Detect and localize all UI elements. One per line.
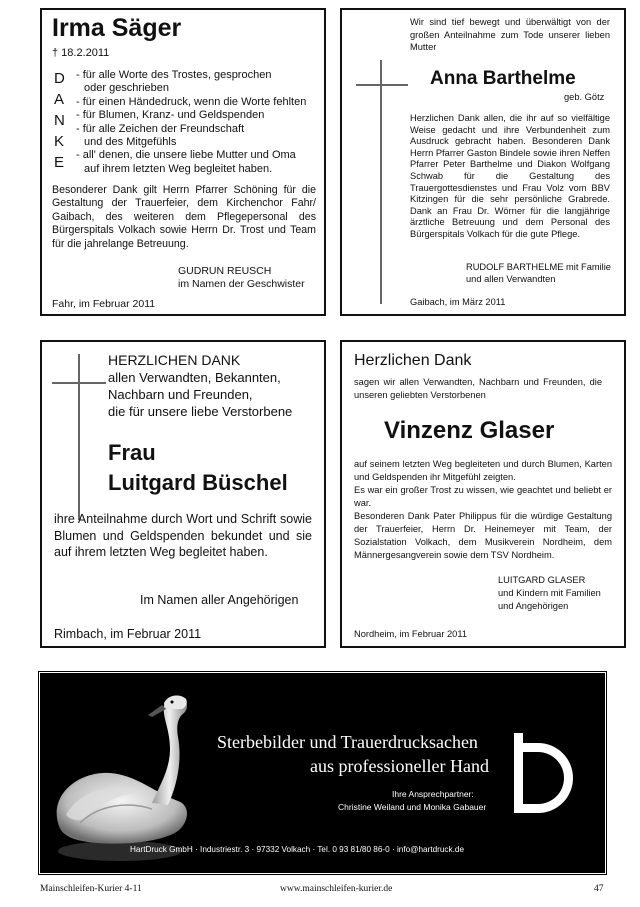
intro-line: allen Verwandten, Bekannten, xyxy=(108,370,281,385)
publication-url[interactable]: www.mainschleifen-kurier.de xyxy=(280,884,393,894)
thanks-paragraph-3: Besonderen Dank Pater Philippus für die würdige Gestaltung der Trauerfeier, Herrn Dr. Heinemeyer mit Team, der Sozialstation Volkach, dem Musikverein Nordheim, dem Männergesangverein sowie dem TSV Nordheim. xyxy=(354,511,612,560)
heading: HERZLICHEN DANK xyxy=(108,352,241,368)
danke-letter: E xyxy=(54,154,65,171)
intro-line: Nachbarn und Freunden, xyxy=(108,387,253,402)
thanks-line: und des Mitgefühls xyxy=(84,136,177,149)
intro-text: Wir sind tief bewegt und überwältigt von der großen Anteilnahme zum Tode unserer lieben Mutter xyxy=(410,17,610,52)
place-date: Gaibach, im März 2011 xyxy=(410,297,506,307)
thanks-line: oder geschrieben xyxy=(84,82,170,95)
danke-vertical xyxy=(54,68,70,173)
swan-image xyxy=(40,673,240,873)
ad-headline: aus professioneller Hand xyxy=(310,756,489,776)
signature-note: und Kindern mit Familien xyxy=(498,588,601,598)
thanks-line: - für Blumen, Kranz- und Geldspenden xyxy=(76,109,265,122)
deceased-name: Vinzenz Glaser xyxy=(384,417,555,444)
danke-letter: D xyxy=(54,70,65,87)
hartdruck-logo xyxy=(510,733,574,813)
obituary-vinzenz-glaser xyxy=(340,340,626,648)
cross-vertical xyxy=(380,60,382,304)
danke-letter: A xyxy=(54,91,65,108)
heading: Herzlichen Dank xyxy=(354,352,472,369)
intro-text: sagen wir allen Verwandten, Nachbarn und Freunden, die unseren geliebten Verstorbenen xyxy=(354,377,602,400)
thanks-line: - für alle Worte des Trostes, gesprochen xyxy=(76,69,272,81)
thanks-paragraph: Herzlichen Dank allen, die ihr auf so vielfältige Weise gedacht und ihre Verbundenheit zum Ausdruck gebracht haben. Besonderen Dank Herrn Pfarrer Gaston Bindele sowie ihren Neffen Pfarrer Peter Barthelme und Diakon Wolfgang Schwab für die Gestaltung des Trauergottesdienstes und Frau Volz vom BBV Kitzingen für die sehr persönliche Grabrede. Dank an Frau Dr. Wörner für die langjährige ärztliche Betreuung und dem Personal des Bürgerspitals Volkach für die gute Pflege. xyxy=(410,113,610,239)
obituary-anna-barthelme xyxy=(340,8,626,316)
page-number: 47 xyxy=(594,884,604,894)
signature-name: GUDRUN REUSCH xyxy=(178,265,272,277)
place-date: Fahr, im Februar 2011 xyxy=(52,298,156,310)
contact-label: Ihre Ansprechpartner: xyxy=(392,789,474,799)
place-date: Rimbach, im Februar 2011 xyxy=(54,627,202,641)
deceased-name: Luitgard Büschel xyxy=(108,470,288,495)
advertisement-hartdruck xyxy=(40,673,605,873)
signature-note: im Namen der Geschwister xyxy=(178,278,305,290)
thanks-line: - für alle Zeichen der Freundschaft xyxy=(76,122,245,135)
ad-footer-contact: HartDruck GmbH · Industriestr. 3 · 97332 Volkach · Tel. 0 93 81/80 86-0 · info@hartdruck.de xyxy=(130,845,464,854)
signature-name: LUITGARD GLASER xyxy=(498,575,586,585)
cross-horizontal xyxy=(356,84,408,86)
thanks-line: auf ihrem letzten Weg begleitet haben. xyxy=(84,162,273,175)
thanks-paragraph: ihre Anteilnahme durch Wort und Schrift sowie Blumen und Geldspenden bekundet und sie auf ihrem letzten Weg begleitet haben. xyxy=(54,512,312,560)
danke-letter: K xyxy=(54,133,65,150)
special-thanks: Besonderer Dank gilt Herrn Pfarrer Schöning für die Gestaltung der Trauerfeier, dem Kirchenchor Fahr/ Gaibach, des weiteren dem Pflegepersonal des Bürgerspitals Volkach sowie Herrn Dr. Trost und Team für die jahrelange Betreuung. xyxy=(52,184,316,250)
signature-note: und allen Verwandten xyxy=(466,274,556,284)
obituary-luitgard-bueschel xyxy=(40,340,326,648)
danke-letter: N xyxy=(54,112,65,129)
publication-name: Mainschleifen-Kurier 4-11 xyxy=(40,884,142,894)
signature-note: und Angehörigen xyxy=(498,601,569,611)
thanks-line: - für einen Händedruck, wenn die Worte fehlten xyxy=(76,95,307,108)
ad-headline: Sterbebilder und Trauerdrucksachen xyxy=(217,732,478,752)
obituary-irma-saeger xyxy=(40,8,326,316)
cross-vertical xyxy=(78,354,80,520)
thanks-list xyxy=(76,69,306,176)
intro-line: die für unsere liebe Verstorbene xyxy=(108,404,293,419)
cross-horizontal xyxy=(52,382,106,384)
place-date: Nordheim, im Februar 2011 xyxy=(354,629,467,639)
signature-name: RUDOLF BARTHELME mit Familie xyxy=(466,262,611,272)
name-prefix: Frau xyxy=(108,440,156,465)
thanks-paragraph-2: Es war ein großer Trost zu wissen, wie geachtet und beliebt er war. xyxy=(354,485,612,508)
deceased-name: Irma Säger xyxy=(52,14,182,42)
signature: Im Namen aller Angehörigen xyxy=(140,593,299,607)
death-date: † 18.2.2011 xyxy=(52,47,110,59)
deceased-name: Anna Barthelme xyxy=(430,68,576,89)
maiden-name: geb. Götz xyxy=(564,92,605,102)
thanks-line: - all' denen, die unsere liebe Mutter und Oma xyxy=(76,149,296,162)
contact-names: Christine Weiland und Monika Gabauer xyxy=(338,802,487,812)
thanks-paragraph-1: auf seinem letzten Weg begleiteten und durch Blumen, Karten und Geldspenden ihr Mitgefühl zeigten. xyxy=(354,459,612,482)
